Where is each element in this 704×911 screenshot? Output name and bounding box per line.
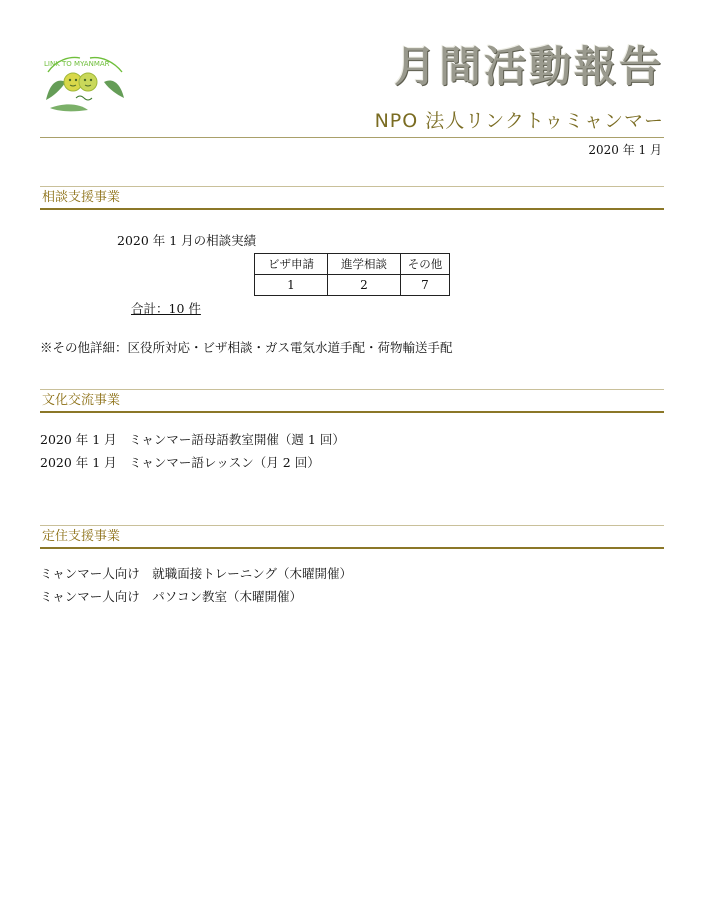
culture-section-header (40, 389, 664, 413)
table-header-cell: 進学相談 (328, 254, 401, 275)
table-cell: 1 (255, 275, 328, 296)
culture-heading: 文化交流事業 (40, 389, 664, 413)
list-item: ミャンマー人向け 就職面接トレーニング（木曜開催） (40, 566, 353, 581)
table-cell: 2 (328, 275, 401, 296)
settlement-section-header (40, 525, 664, 549)
table-header-row (255, 254, 450, 275)
consultation-stats-table (254, 253, 450, 296)
header-divider (40, 137, 664, 138)
consultation-heading: 相談支援事業 (40, 186, 664, 210)
table-header-cell: その他 (401, 254, 450, 275)
report-title: 月間活動報告 (393, 42, 664, 91)
list-item: ミャンマー人向け パソコン教室（木曜開催） (40, 589, 303, 604)
svg-text:LINK TO MYANMAR: LINK TO MYANMAR (44, 60, 110, 68)
organization-logo (40, 52, 130, 114)
report-date: 2020 年 1 月 (588, 143, 662, 157)
consultation-total: 合計：10 件 (131, 301, 201, 316)
consultation-note: ※その他詳細：区役所対応・ビザ相談・ガス電気水道手配・荷物輸送手配 (40, 340, 453, 355)
list-item: 2020 年 1 月 ミャンマー語母語教室開催（週 1 回） (40, 432, 345, 447)
organization-name: NPO 法人リンクトゥミャンマー (374, 110, 664, 132)
consultation-section-header (40, 186, 664, 210)
list-item: 2020 年 1 月 ミャンマー語レッスン（月 2 回） (40, 455, 320, 470)
table-cell: 7 (401, 275, 450, 296)
table-header-cell: ビザ申請 (255, 254, 328, 275)
consultation-caption: 2020 年 1 月の相談実績 (117, 233, 257, 248)
settlement-heading: 定住支援事業 (40, 525, 664, 549)
table-row (255, 275, 450, 296)
